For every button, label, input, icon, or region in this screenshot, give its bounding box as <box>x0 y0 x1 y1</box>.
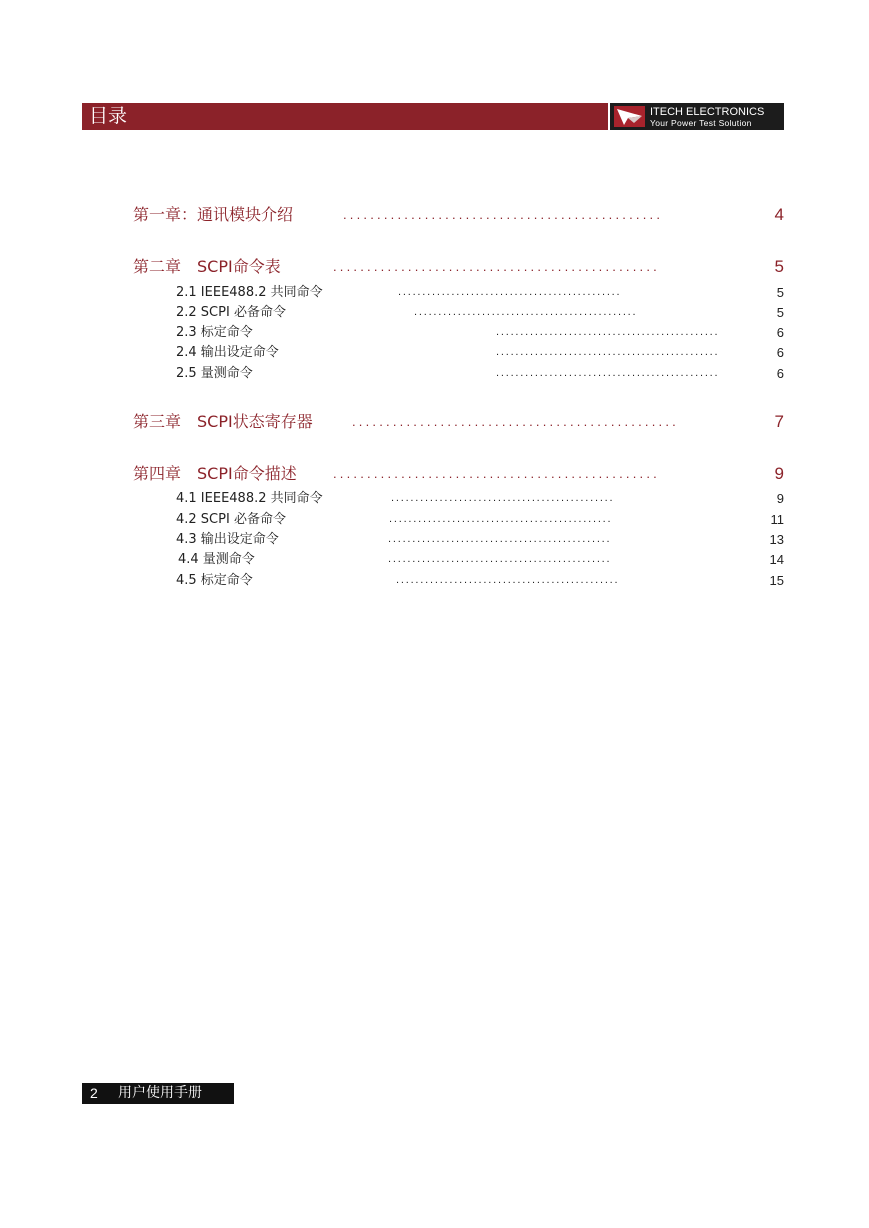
toc-leader-dots: .............................................. <box>496 326 720 338</box>
toc-page-number: 5 <box>776 285 784 300</box>
toc-page-number: 9 <box>774 464 784 483</box>
toc-page-number: 13 <box>769 532 784 547</box>
toc-leader-dots: .............................................. <box>391 492 615 504</box>
toc-section-label: 4.5 标定命令 <box>176 573 253 588</box>
toc-leader-dots: ................................................ <box>333 466 660 481</box>
header-bar <box>82 103 784 130</box>
toc-page-number: 4 <box>774 205 784 224</box>
toc-leader-dots: ................................................ <box>352 414 679 429</box>
toc-page-number: 9 <box>776 491 784 506</box>
toc-section-label: 4.3 输出设定命令 <box>176 532 279 547</box>
toc-page-number: 6 <box>776 325 784 340</box>
footer-page-number: 2 <box>90 1085 98 1101</box>
toc-leader-dots: .............................................. <box>388 533 612 545</box>
toc-leader-dots: .............................................. <box>388 553 612 565</box>
logo-company-name: ITECH ELECTRONICS <box>650 106 765 118</box>
toc-page-number: 11 <box>770 512 784 527</box>
toc-page-number: 15 <box>769 573 784 588</box>
page-title: 目录 <box>89 105 128 127</box>
toc-section-label: 2.5 量测命令 <box>176 366 253 381</box>
toc-page-number: 6 <box>776 345 784 360</box>
itech-logo-mark-icon <box>614 106 645 127</box>
toc-section-label: 4.2 SCPI 必备命令 <box>176 512 286 527</box>
toc-section-label: 4.4 量测命令 <box>178 552 255 567</box>
footer-manual-title: 用户使用手册 <box>118 1085 202 1101</box>
toc-leader-dots: .............................................. <box>496 346 720 358</box>
toc-section-label: 4.1 IEEE488.2 共同命令 <box>176 491 323 506</box>
toc-chapter-label: 第一章：通讯模块介绍 <box>133 205 294 224</box>
toc-page-number: 7 <box>774 412 784 431</box>
toc-leader-dots: .............................................. <box>389 513 613 525</box>
toc-page-number: 14 <box>769 552 784 567</box>
toc-leader-dots: .............................................. <box>414 306 638 318</box>
toc-leader-dots: .............................................. <box>396 574 620 586</box>
toc-leader-dots: .............................................. <box>496 367 720 379</box>
toc-section-label: 2.2 SCPI 必备命令 <box>176 305 286 320</box>
itech-logo <box>608 103 784 130</box>
footer-bar <box>82 1083 234 1104</box>
toc-leader-dots: .............................................. <box>398 286 622 298</box>
toc-page-number: 6 <box>776 366 784 381</box>
toc-chapter-label: 第二章 SCPI命令表 <box>133 257 281 276</box>
toc-page-number: 5 <box>776 305 784 320</box>
toc-chapter-label: 第四章 SCPI命令描述 <box>133 464 297 483</box>
toc-section-label: 2.4 输出设定命令 <box>176 345 279 360</box>
toc-chapter-label: 第三章 SCPI状态寄存器 <box>133 412 313 431</box>
toc-page-number: 5 <box>774 257 784 276</box>
toc-leader-dots: ................................................ <box>333 259 660 274</box>
toc-section-label: 2.3 标定命令 <box>176 325 253 340</box>
toc-section-label: 2.1 IEEE488.2 共同命令 <box>176 285 323 300</box>
toc-leader-dots: ............................................... <box>343 207 664 222</box>
logo-tagline: Your Power Test Solution <box>650 118 752 128</box>
